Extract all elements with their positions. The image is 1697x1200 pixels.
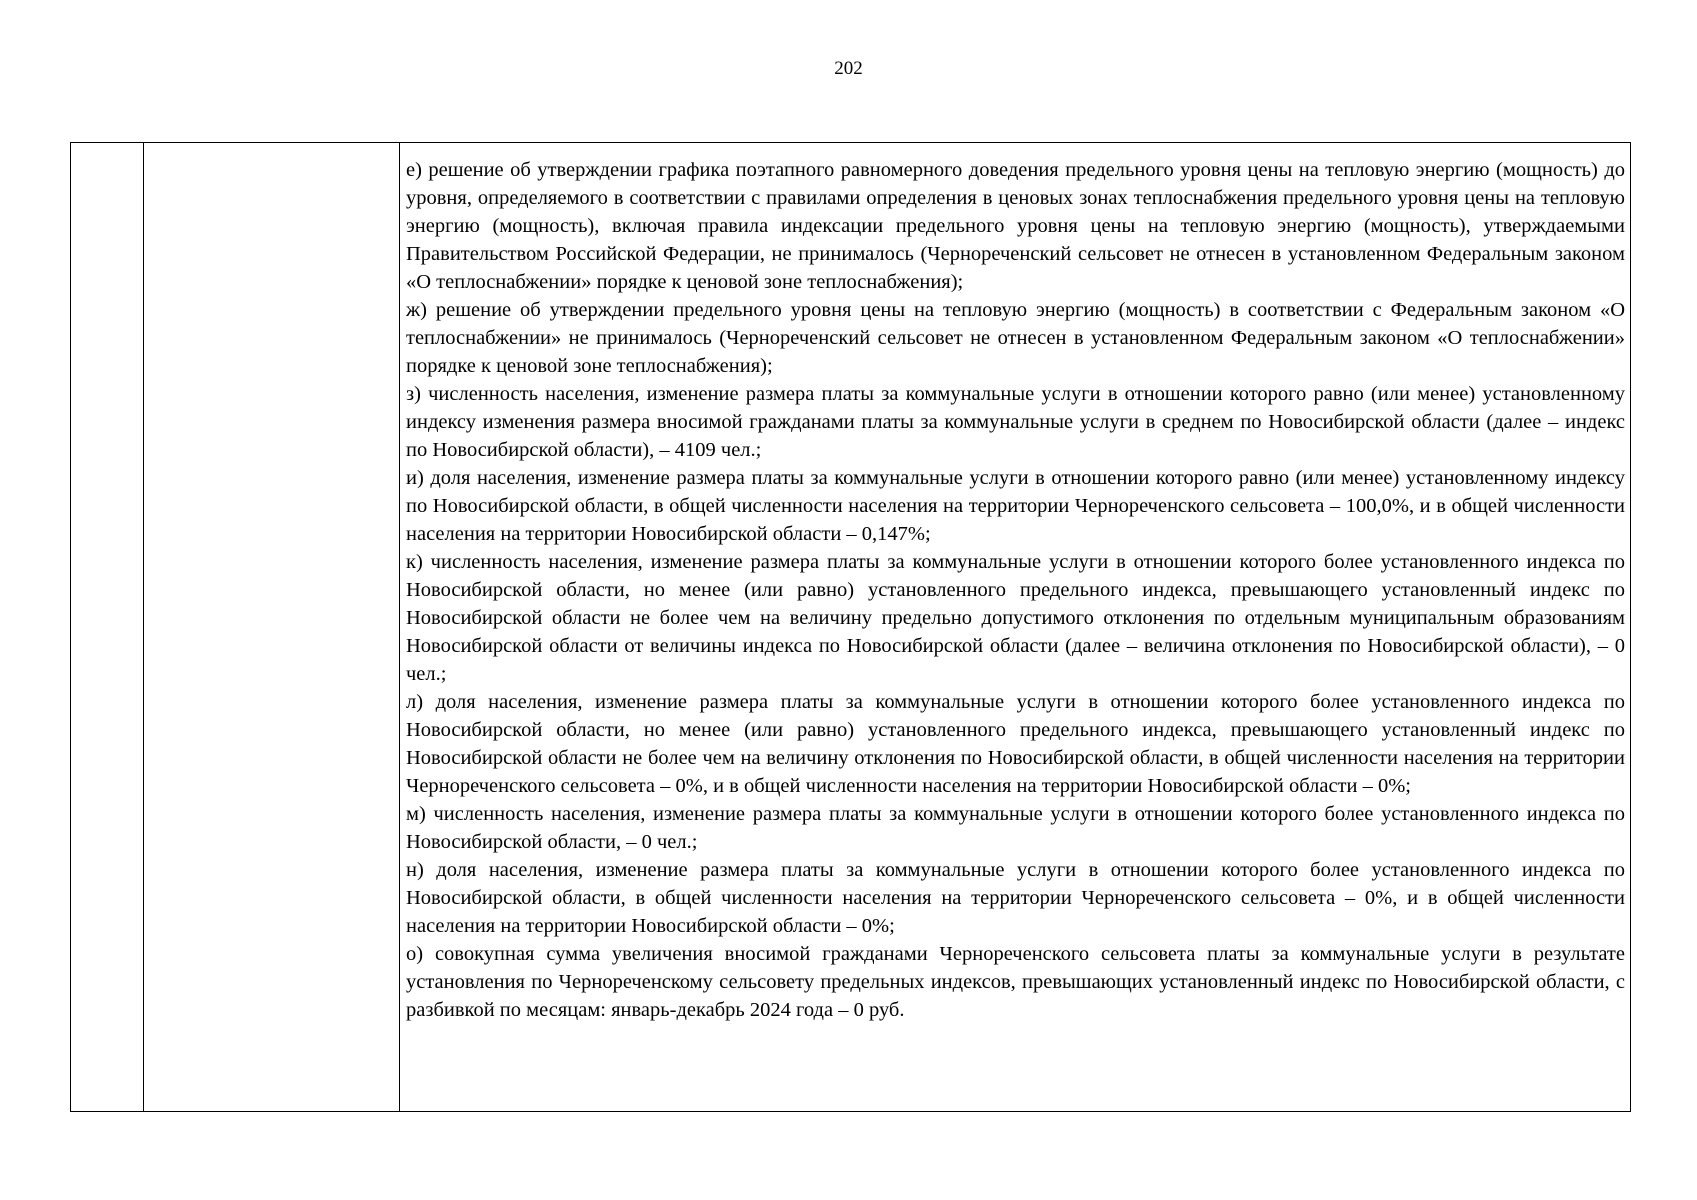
paragraph-o: о) совокупная сумма увеличения вносимой гражданами Чернореченского сельсовета платы за коммунальные услуги в результате установления по Чернореченскому сельсовету предельных индексов, превышающих установленный индекс по Новосибирской области, с разбивкой по месяцам: январь-декабрь 2024 года – 0 руб. — [406, 943, 1625, 1021]
table-row — [71, 143, 1631, 1112]
document-table — [70, 142, 1631, 1112]
paragraph-e: е) решение об утверждении графика поэтапного равномерного доведения предельного уровня цены на тепловую энергию (мощность) до уровня, определяемого в соответствии с правилами определения в ценовых зонах теплоснабжения предельного уровня цены на тепловую энергию (мощность), включая правила индексации предельного уровня цены на тепловую энергию (мощность), утверждаемыми Правительством Российской Федерации, не принималось (Чернореченский сельсовет не отнесен в установленном Федеральным законом «О теплоснабжении» порядке к ценовой зоне теплоснабжения); — [406, 159, 1625, 293]
table-cell-empty-2 — [144, 143, 400, 1112]
paragraph-i: и) доля населения, изменение размера платы за коммунальные услуги в отношении которого равно (или менее) установленному индексу по Новосибирской области, в общей численности населения на территории Чернореченского сельсовета – 100,0%, и в общей численности населения на территории Новосибирской области – 0,147%; — [406, 467, 1625, 545]
paragraph-n: н) доля населения, изменение размера платы за коммунальные услуги в отношении которого более установленного индекса по Новосибирской области, в общей численности населения на территории Чернореченского сельсовета – 0%, и в общей численности населения на территории Новосибирской области – 0%; — [406, 859, 1625, 937]
paragraph-z: з) численность населения, изменение размера платы за коммунальные услуги в отношении которого равно (или менее) установленному индексу изменения размера вносимой гражданами платы за коммунальные услуги в среднем по Новосибирской области (далее – индекс по Новосибирской области), – 4109 чел.; — [406, 383, 1625, 461]
table-cell-content — [400, 143, 1631, 1112]
paragraph-l: л) доля населения, изменение размера платы за коммунальные услуги в отношении которого более установленного индекса по Новосибирской области, но менее (или равно) установленного предельного индекса, превышающего установленный индекс по Новосибирской области не более чем на величину отклонения по Новосибирской области, в общей численности населения на территории Чернореченского сельсовета – 0%, и в общей численности населения на территории Новосибирской области – 0%; — [406, 691, 1625, 797]
page-number: 202 — [834, 58, 863, 79]
table-cell-empty-1 — [71, 143, 144, 1112]
paragraph-m: м) численность населения, изменение размера платы за коммунальные услуги в отношении которого более установленного индекса по Новосибирской области, – 0 чел.; — [406, 803, 1625, 853]
paragraph-k: к) численность населения, изменение размера платы за коммунальные услуги в отношении которого более установленного индекса по Новосибирской области, но менее (или равно) установленного предельного индекса, превышающего установленный индекс по Новосибирской области не более чем на величину предельно допустимого отклонения по отдельным муниципальным образованиям Новосибирской области от величины индекса по Новосибирской области (далее – величина отклонения по Новосибирской области), – 0 чел.; — [406, 551, 1625, 685]
paragraph-zh: ж) решение об утверждении предельного уровня цены на тепловую энергию (мощность) в соответствии с Федеральным законом «О теплоснабжении» не принималось (Чернореченский сельсовет не отнесен в установленном Федеральным законом «О теплоснабжении» порядке к ценовой зоне теплоснабжения); — [406, 299, 1625, 377]
